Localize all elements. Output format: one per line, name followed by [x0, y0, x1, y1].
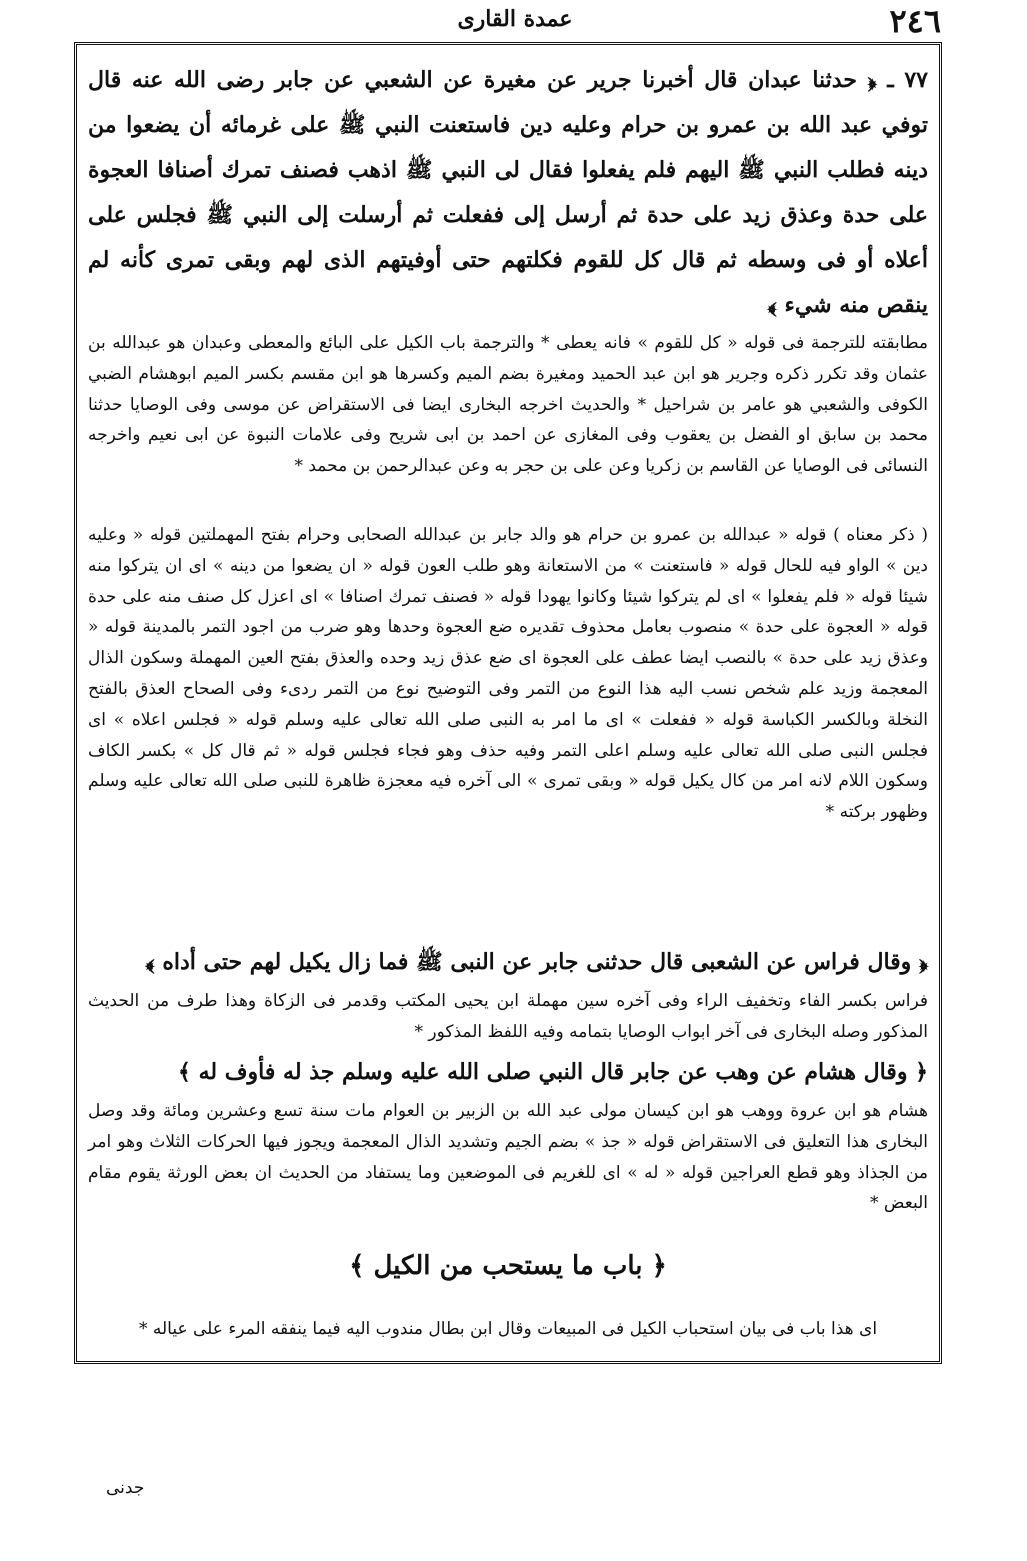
chapter-heading: ﴿ باب ما يستحب من الكيل ﴾	[349, 1251, 667, 1281]
hadith-quote: ﴿ وقال هشام عن وهب عن جابر قال النبي صلى الله عليه وسلم جذ له فأوف له ﴾	[178, 1059, 928, 1085]
running-title: عمدة القارى	[457, 6, 573, 32]
commentary-paragraph: اى هذا باب فى بيان استحباب الكيل فى المبيعات وقال ابن بطال مندوب اليه فيما ينفقه المرء على عياله *	[138, 1319, 878, 1339]
commentary-paragraph: ( ذكر معناه ) قوله « عبدالله بن عمرو بن حرام هو والد جابر بن عبدالله الصحابى وحرام بفتح المهملتين قوله « وعليه دين » الواو فيه للحال قوله « فاستعنت » من الاستعانة وهو طلب العون قوله « ان يضعوا من دينه » اى ان يتركوا منه شيئا قوله « فلم يفعلوا » اى لم يتركوا شيئا وكانوا يهودا قوله « فصنف تمرك اصنافا » اى اعزل كل صنف منه على حدة قوله « العجوة على حدة » منصوب بعامل محذوف تقديره ضع العجوة وحدها وهو ضرب من اجود التمر بالمدينة قوله « وعذق زيد على حدة » بالنصب ايضا عطف على العجوة اى ضع عذق زيد وحده والعذق بفتح العين المهملة وسكون الذال المعجمة وزيد علم شخص نسب اليه هذا النوع من التمر وفى التوضيح نوع من التمر ردىء وفى الصحاح العذق بالفتح النخلة وبالكسر الكباسة قوله « ففعلت » اى ما امر به النبى صلى الله تعالى عليه وسلم قوله « فجلس اعلاه » اى فجلس النبى صلى الله تعالى عليه وسلم اعلى التمر وفيه حذف وهو فجاء فجلس قوله « ثم قال كل » بكسر الكاف وسكون اللام لانه امر من كال يكيل قوله « وبقى تمرى » الى آخره فيه معجزة ظاهرة للنبى صلى الله تعالى عليه وسلم وظهور بركته *	[88, 525, 928, 823]
commentary-paragraph: فراس بكسر الفاء وتخفيف الراء وفى آخره سين مهملة ابن يحيى المكتب وقدمر فى الزكاة وهذا طرف من الحديث المذكور وصله البخارى فى آخر ابواب الوصايا بتمامه وفيه اللفظ المذكور *	[88, 991, 928, 1042]
commentary-paragraph: هشام هو ابن عروة ووهب هو ابن كيسان مولى عبد الله بن الزبير بن العوام مات سنة تسع وعشرين ومائة وقد وصل البخارى هذا التعليق فى الاستقراض قوله « جذ » بضم الجيم وتشديد الذال المعجمة ويجوز فيها الحركات الثلاث وهو امر من الجذاذ وهو قطع العراجين قوله « له » اى للغريم فى الموضعين وما يستفاد من الحديث ان بعض الورثة يقوم مقام البعض *	[88, 1101, 928, 1214]
hadith-quote: ﴿ وقال فراس عن الشعبى قال حدثنى جابر عن النبى ﷺ فما زال يكيل لهم حتى أداه ﴾	[145, 949, 928, 975]
page-number: ٢٤٦	[889, 2, 941, 40]
hadith-77: ٧٧ ـ ﴿ حدثنا عبدان قال أخبرنا جرير عن مغيرة عن الشعبي عن جابر رضى الله عنه قال توفي عبد الله بن عمرو بن حرام وعليه دين فاستعنت النبي ﷺ على غرمائه أن يضعوا من دينه فطلب النبي ﷺ اليهم فلم يفعلوا فقال لى النبي ﷺ اذهب فصنف تمرك أصنافا العجوة على حدة وعذق زيد على حدة ثم أرسل إلى ففعلت ثم أرسلت إلى النبي ﷺ فجلس على أعلاه أو فى وسطه ثم قال كل للقوم فكلتهم حتى أوفيتهم الذى لهم وبقى تمرى كأنه لم ينقص منه شيء ﴾	[88, 67, 928, 318]
page-body	[88, 58, 928, 1358]
page-header	[0, 0, 1027, 44]
commentary-paragraph: مطابقته للترجمة فى قوله « كل للقوم » فانه يعطى * والترجمة باب الكيل على البائع والمعطى وعبدان هو عبدالله بن عثمان وقد تكرر ذكره وجرير هو ابن عبد الحميد ومغيرة بضم الميم وكسرها هو ابن مقسم بكسر الميم ابوهشام الضبي الكوفى والشعبي هو عامر بن شراحيل * والحديث اخرجه البخارى ايضا فى الاستقراض عن موسى وفى الوصايا حدثنا محمد بن سابق او الفضل بن يعقوب وفى المغازى عن احمد بن ابى شريح وفى علامات النبوة عن ابى نعيم واخرجه النسائى فى الوصايا عن القاسم بن زكريا وعن على بن حجر به وعن عبدالرحمن بن محمد *	[88, 333, 928, 477]
footer-mark: جدنى	[106, 1478, 145, 1498]
